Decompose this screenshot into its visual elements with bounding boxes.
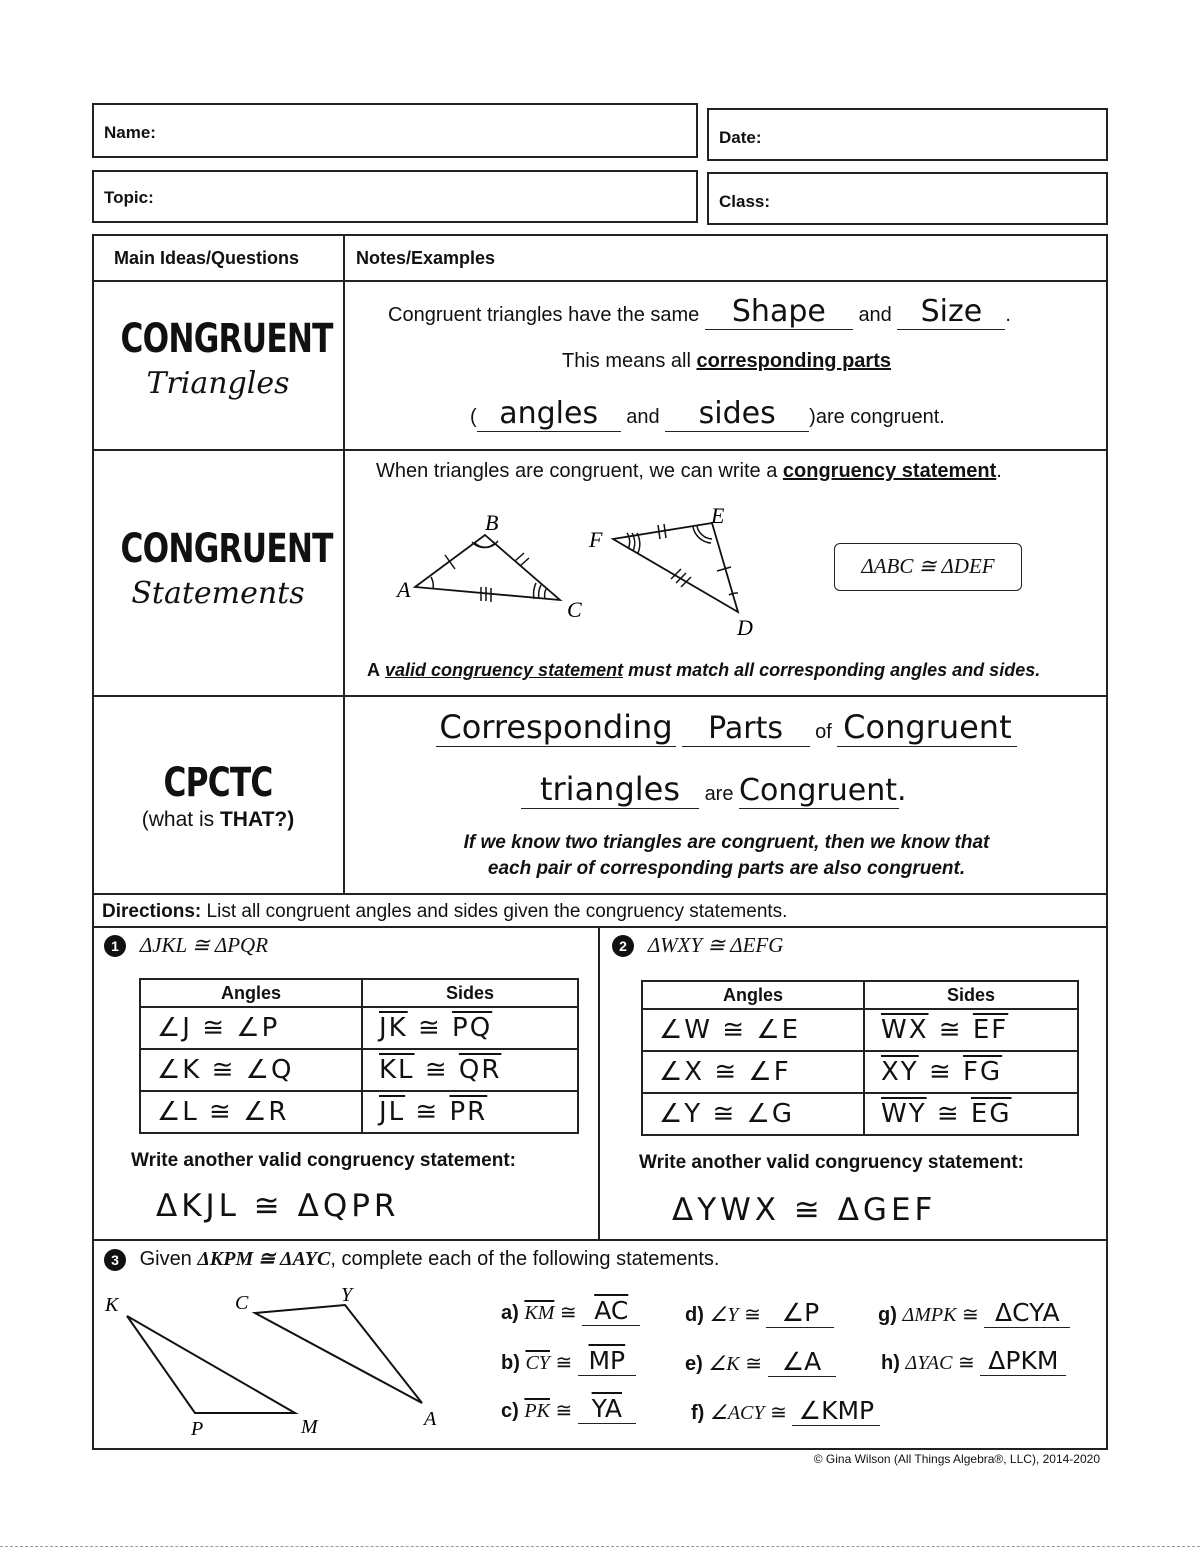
problem1-answer[interactable]: ΔKJL ≅ ΔQPR	[156, 1188, 400, 1224]
vertex-p: P	[191, 1418, 204, 1440]
vertex-b: B	[485, 510, 499, 535]
line1-end: .	[1005, 304, 1011, 326]
item-a: a) $\overline{KM}$ ≅ $\overline{AC}$	[501, 1296, 640, 1326]
p2-side-1[interactable]: $\overline{WX}$ ≅ $\overline{EF}$	[864, 1009, 1078, 1051]
scan-edge	[0, 1546, 1200, 1548]
line2-text: This means all	[562, 350, 691, 372]
problem2-table	[641, 980, 1079, 1136]
line3-and: and	[626, 406, 660, 428]
p1-angle-2[interactable]: ∠K ≅ ∠Q	[140, 1049, 362, 1091]
cpctc-line2	[521, 770, 907, 809]
item-g-answer[interactable]: ΔCYA	[984, 1298, 1070, 1328]
problem2-answer[interactable]: ΔYWX ≅ ΔGEF	[672, 1192, 937, 1228]
name-label: Name:	[104, 123, 156, 142]
main-ideas-header: Main Ideas/Questions	[114, 248, 300, 268]
p2-side-2[interactable]: $\overline{XY}$ ≅ $\overline{FG}$	[864, 1051, 1078, 1093]
item-g: g) ΔMPK ≅ ΔCYA	[878, 1298, 1070, 1328]
item-a-answer[interactable]: $\overline{AC}$	[582, 1296, 640, 1326]
section3-subtitle	[93, 808, 343, 832]
item-e-answer[interactable]: ∠A	[768, 1347, 836, 1377]
section2-note	[367, 660, 1040, 681]
problem3-intro-pre: Given	[139, 1248, 192, 1270]
angles-header: Angles	[140, 979, 362, 1007]
subtitle-bold: THAT?)	[219, 808, 295, 831]
sides-answer[interactable]: sides	[665, 396, 809, 432]
vertex-c: C	[235, 1292, 249, 1314]
triangle-cya	[255, 1305, 422, 1403]
are-word: are	[704, 783, 734, 805]
item-c: c) $\overline{PK}$ ≅ $\overline{YA}$	[501, 1394, 636, 1424]
section2-title: CONGRUENT	[120, 526, 333, 572]
section1-line3	[470, 396, 945, 432]
section1-title: CONGRUENT	[120, 316, 333, 362]
directions-text: List all congruent angles and sides given the congruency statements.	[206, 901, 788, 922]
p1-angle-3[interactable]: ∠L ≅ ∠R	[140, 1091, 362, 1133]
intro-end: .	[996, 460, 1002, 482]
problem1-prompt: Write another valid congruency statement:	[131, 1150, 517, 1171]
cpctc-note-line2: each pair of corresponding parts are also congruent.	[487, 858, 966, 879]
notes-header: Notes/Examples	[356, 248, 496, 268]
p1-side-1[interactable]: $\overline{JK}$ ≅ $\overline{PQ}$	[362, 1007, 578, 1049]
congruent-answer-1[interactable]: Congruent	[837, 708, 1017, 747]
line1-and: and	[858, 304, 892, 326]
section2-intro	[376, 460, 1002, 483]
class-label: Class:	[719, 192, 771, 211]
section3-title: CPCTC	[163, 760, 273, 806]
sides-header: Sides	[864, 981, 1078, 1009]
vertex-m: M	[301, 1416, 318, 1438]
item-h: h) ΔYAC ≅ ΔPKM	[881, 1346, 1066, 1376]
problem2-number: 2	[612, 935, 634, 957]
sides-header: Sides	[362, 979, 578, 1007]
item-c-answer[interactable]: $\overline{YA}$	[578, 1394, 636, 1424]
problem-divider	[598, 926, 600, 1240]
divider	[92, 449, 1108, 451]
note-pre: A	[367, 660, 380, 680]
vertex-d: D	[737, 615, 753, 640]
triangle-abc	[415, 535, 560, 600]
statement-abc-def: ΔABC ≅ ΔDEF	[861, 554, 995, 578]
section1-line1	[388, 294, 1011, 330]
item-d-answer[interactable]: ∠P	[766, 1298, 834, 1328]
vertex-a: A	[424, 1408, 437, 1430]
line3-open: (	[470, 406, 477, 428]
directions	[102, 901, 787, 923]
problem1-statement: ΔJKL ≅ ΔPQR	[139, 933, 269, 957]
angles-header: Angles	[642, 981, 864, 1009]
cpctc-note	[345, 830, 1108, 882]
problem3-intro-post: , complete each of the following statements.	[330, 1248, 720, 1270]
vertex-c: C	[567, 597, 582, 622]
corresponding-answer[interactable]: Corresponding	[436, 708, 676, 747]
intro-text: When triangles are congruent, we can write a	[376, 460, 778, 482]
line3-end: )are congruent.	[809, 406, 945, 428]
congruency-statement-box	[834, 543, 1022, 591]
section2-subtitle: Statements	[131, 576, 305, 611]
congruent-answer-2[interactable]: Congruent.	[739, 773, 907, 808]
section1-line2	[345, 350, 1108, 373]
date-label: Date:	[719, 128, 762, 147]
vertex-k: K	[105, 1294, 119, 1316]
problem3-statement: ΔKPM ≅ ΔAYC	[197, 1248, 331, 1270]
triangle-def	[613, 523, 738, 612]
directions-label: Directions:	[102, 901, 202, 922]
cpctc-note-line1: If we know two triangles are congruent, then we know that	[463, 832, 990, 853]
line1-text: Congruent triangles have the same	[388, 304, 700, 326]
divider	[92, 1239, 1108, 1241]
p2-angle-3[interactable]: ∠Y ≅ ∠G	[642, 1093, 864, 1135]
topic-label: Topic:	[104, 188, 154, 207]
p2-angle-1[interactable]: ∠W ≅ ∠E	[642, 1009, 864, 1051]
size-answer[interactable]: Size	[897, 294, 1005, 330]
divider	[92, 926, 1108, 928]
topic-box[interactable]	[92, 170, 698, 223]
problem3-header	[104, 1246, 719, 1271]
copyright: © Gina Wilson (All Things Algebra®, LLC), 2014-2020	[813, 1452, 1100, 1466]
problem3-number: 3	[104, 1249, 126, 1271]
problem2-prompt: Write another valid congruency statement:	[639, 1152, 1025, 1173]
triangles-answer[interactable]: triangles	[521, 770, 699, 809]
p2-side-3[interactable]: $\overline{WY}$ ≅ $\overline{EG}$	[864, 1093, 1078, 1135]
problem1-header	[104, 933, 268, 958]
item-e: e) ∠K ≅ ∠A	[685, 1347, 836, 1377]
vertex-a: A	[397, 577, 411, 602]
date-box[interactable]	[707, 108, 1108, 161]
item-f-answer[interactable]: ∠KMP	[792, 1396, 880, 1426]
divider	[92, 280, 1108, 282]
of-word: of	[815, 721, 832, 743]
item-h-answer[interactable]: ΔPKM	[980, 1346, 1066, 1376]
corresponding-parts: corresponding parts	[696, 350, 891, 372]
vertex-e: E	[711, 503, 725, 528]
p1-angle-1[interactable]: ∠J ≅ ∠P	[140, 1007, 362, 1049]
class-box[interactable]	[707, 172, 1108, 225]
problem2-header	[612, 933, 783, 958]
p1-side-2[interactable]: $\overline{KL}$ ≅ $\overline{QR}$	[362, 1049, 578, 1091]
p1-side-3[interactable]: $\overline{JL}$ ≅ $\overline{PR}$	[362, 1091, 578, 1133]
valid-statement-term: valid congruency statement	[385, 660, 624, 680]
problem2-statement: ΔWXY ≅ ΔEFG	[647, 933, 784, 957]
vertex-y: Y	[341, 1284, 353, 1306]
item-b: b) $\overline{CY}$ ≅ $\overline{MP}$	[501, 1346, 636, 1376]
item-f: f) ∠ACY ≅ ∠KMP	[691, 1396, 880, 1426]
name-box[interactable]	[92, 103, 698, 158]
item-b-answer[interactable]: $\overline{MP}$	[578, 1346, 636, 1376]
problem3-diagram	[95, 1283, 455, 1443]
divider	[92, 893, 1108, 895]
cpctc-line1	[436, 708, 1017, 747]
triangle-kpm	[127, 1316, 295, 1413]
section1-subtitle: Triangles	[146, 366, 290, 401]
problem1-table	[139, 978, 579, 1134]
divider	[92, 695, 1108, 697]
p2-angle-2[interactable]: ∠X ≅ ∠F	[642, 1051, 864, 1093]
angles-answer[interactable]: angles	[477, 396, 621, 432]
congruency-statement-term: congruency statement	[782, 460, 997, 482]
shape-answer[interactable]: Shape	[705, 294, 853, 330]
vertex-f: F	[589, 527, 603, 552]
parts-answer[interactable]: Parts	[682, 711, 810, 747]
item-d: d) ∠Y ≅ ∠P	[685, 1298, 834, 1328]
subtitle-pre: (what is	[141, 808, 215, 831]
note-post: must match all corresponding angles and sides.	[628, 660, 1041, 680]
problem1-number: 1	[104, 935, 126, 957]
